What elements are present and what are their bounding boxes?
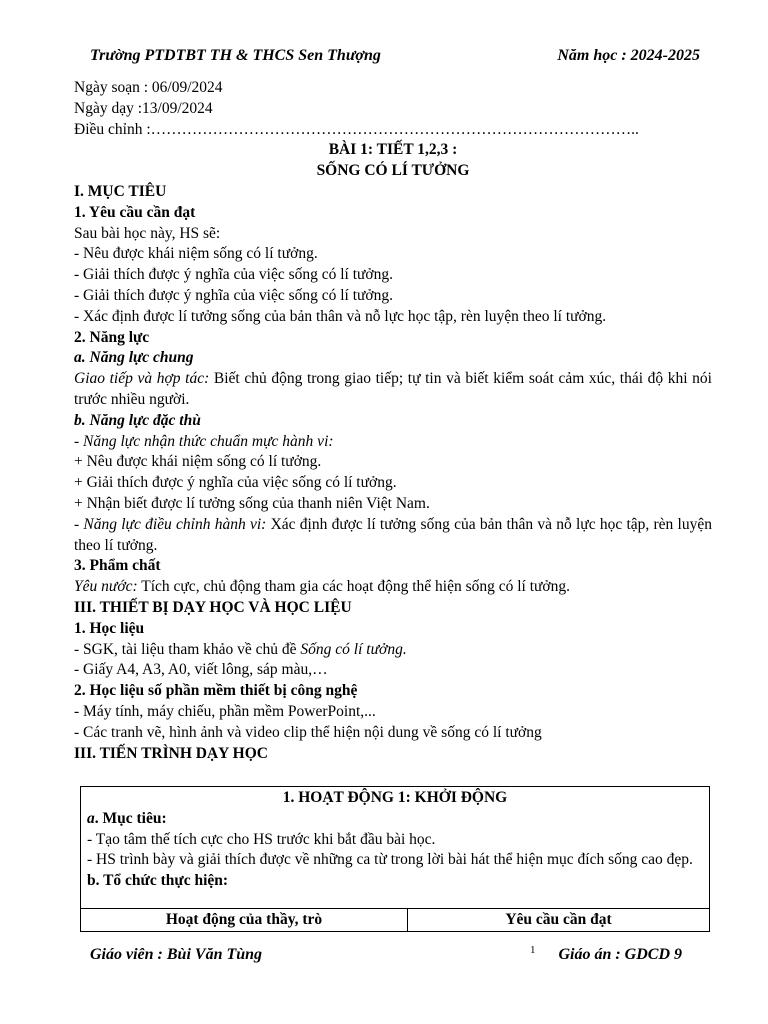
document-body	[74, 78, 712, 764]
activity-goal-item: - Tạo tâm thế tích cực cho HS trước khi bắt đầu bài học.	[87, 830, 436, 848]
quality-desc: Tích cực, chủ động tham gia các hoạt động thể hiện sống có lí tưởng.	[137, 578, 570, 596]
digital-material-item: - Các tranh vẽ, hình ảnh và video clip thể hiện nội dung về sống có lí tưởng	[74, 723, 542, 741]
behavior-adjust-label: - Năng lực điều chỉnh hành vi:	[74, 515, 267, 533]
school-year: Năm học : 2024-2025	[557, 47, 700, 64]
material-item: - Giấy A4, A3, A0, viết lông, sáp màu,…	[74, 661, 328, 679]
quality-title: 3. Phẩm chất	[74, 557, 161, 575]
capabilities-title: 2. Năng lực	[74, 328, 150, 346]
section-equipment-title: III. THIẾT BỊ DẠY HỌC VÀ HỌC LIỆU	[74, 598, 352, 616]
materials-title: 1. Học liệu	[74, 619, 145, 637]
awareness-item: + Nêu được khái niệm sống có lí tưởng.	[74, 453, 322, 471]
teacher-name: Giáo viên : Bùi Văn Tùng	[90, 946, 263, 963]
school-name: Trường PTDTBT TH & THCS Sen Thượng	[90, 47, 381, 64]
behavior-adjust-text	[74, 515, 712, 557]
requirements-title: 1. Yêu cầu cần đạt	[74, 203, 196, 221]
digital-material-item: - Máy tính, máy chiếu, phần mềm PowerPoint,...	[74, 702, 376, 720]
requirement-item: - Giải thích được ý nghĩa của việc sống có lí tưởng.	[74, 266, 394, 284]
awareness-item: + Giải thích được ý nghĩa của việc sống có lí tưởng.	[74, 474, 397, 492]
lesson-plan-label: Giáo án : GDCD 9	[558, 946, 682, 963]
page-footer	[90, 944, 682, 968]
requirement-item: - Nêu được khái niệm sống có lí tưởng.	[74, 245, 318, 263]
material-prefix: - SGK, tài liệu tham khảo về chủ đề	[74, 640, 301, 658]
page-number: 1	[530, 944, 536, 956]
general-capability-text	[74, 369, 712, 411]
general-capability-title: a. Năng lực chung	[74, 349, 194, 367]
lesson-title: SỐNG CÓ LÍ TƯỞNG	[316, 162, 470, 180]
requirements-intro: Sau bài học này, HS sẽ:	[74, 224, 221, 242]
teach-date: Ngày dạy :13/09/2024	[74, 99, 213, 117]
table-header-teacher: Hoạt động của thầy, trò	[81, 909, 408, 931]
adjust-line: Điều chỉnh :…………………………………………………………………………………..	[74, 120, 639, 138]
general-capability-desc: Biết chủ động trong giao tiếp; tự tin và biết kiểm soát cảm xúc, thái độ khi nói trước nhiều người.	[74, 370, 712, 408]
prep-date: Ngày soạn : 06/09/2024	[74, 79, 223, 96]
requirement-item: - Xác định được lí tưởng sống của bản thân và nỗ lực học tập, rèn luyện theo lí tưởng.	[74, 307, 607, 325]
lesson-number: BÀI 1: TIẾT 1,2,3 :	[328, 141, 458, 159]
activity-goal-item: - HS trình bày và giải thích được về những ca từ trong lời bài hát thể hiện mục đích sống cao đẹp.	[87, 851, 693, 869]
material-item	[74, 640, 712, 661]
page-header	[90, 47, 700, 69]
activity-org-title: b. Tổ chức thực hiện:	[87, 872, 229, 890]
behavior-adjust-desc: Xác định được lí tưởng sống của bản thân và nỗ lực học tập, rèn luyện theo lí tưởng.	[74, 515, 712, 554]
table-header-requirement: Yêu cầu cần đạt	[505, 911, 612, 928]
activity-title: 1. HOẠT ĐỘNG 1: KHỞI ĐỘNG	[282, 789, 508, 806]
table-header-row	[81, 908, 709, 931]
awareness-label: - Năng lực nhận thức chuẩn mực hành vi:	[74, 432, 334, 450]
general-capability-label: Giao tiếp và hợp tác:	[74, 370, 210, 388]
digital-materials-title: 2. Học liệu số phần mềm thiết bị công nghệ	[74, 682, 358, 700]
material-topic: Sống có lí tưởng.	[300, 640, 407, 658]
quality-label: Yêu nước:	[74, 578, 138, 596]
section-process-title: III. TIẾN TRÌNH DẠY HỌC	[74, 744, 268, 762]
quality-text	[74, 577, 712, 598]
requirement-item: - Giải thích được ý nghĩa của việc sống có lí tưởng.	[74, 286, 394, 304]
section-objectives-title: I. MỤC TIÊU	[74, 182, 167, 200]
activity-goal-title: a. Mục tiêu:	[87, 809, 167, 827]
specific-capability-title: b. Năng lực đặc thù	[74, 411, 201, 429]
activity-table	[80, 786, 710, 932]
awareness-item: + Nhận biết được lí tưởng sống của thanh niên Việt Nam.	[74, 494, 430, 512]
